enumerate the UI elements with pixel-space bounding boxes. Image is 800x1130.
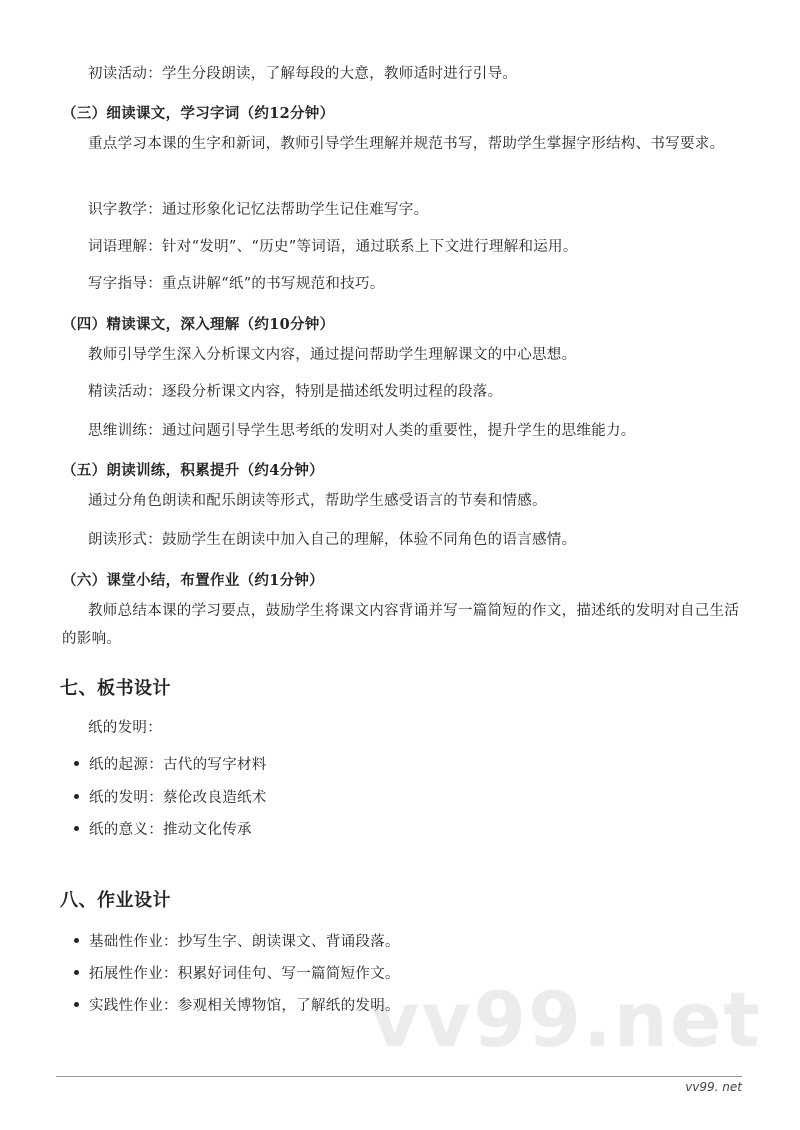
homework-item-text: 拓展性作业：积累好词佳句、写一篇简短作文。 [89, 966, 400, 982]
bullet-icon [74, 794, 79, 799]
homework-item [74, 992, 400, 1020]
board-item [74, 816, 252, 844]
footer-divider [56, 1076, 742, 1077]
section-6-title: （六）课堂小结，布置作业（约1分钟） [62, 572, 324, 589]
section-3-vocabulary: 词语理解：针对“发明”、“历史”等词语，通过联系上下文进行理解和运用。 [88, 239, 578, 255]
board-item [74, 751, 267, 779]
bullet-icon [74, 970, 79, 975]
homework-item-text: 实践性作业：参观相关博物馆，了解纸的发明。 [89, 998, 400, 1014]
homework-item [74, 928, 400, 956]
homework-item [74, 960, 400, 988]
bullet-icon [74, 1002, 79, 1007]
section-3-writing: 写字指导：重点讲解“纸”的书写规范和技巧。 [88, 276, 385, 292]
homework-item-text: 基础性作业：抄写生字、朗读课文、背诵段落。 [89, 934, 400, 950]
watermark: vv99.net [370, 975, 762, 1064]
section-3-title: （三）细读课文，学习字词（约12分钟） [62, 105, 335, 122]
homework-heading: 八、作业设计 [60, 890, 171, 911]
section-5-paragraph: 通过分角色朗读和配乐朗读等形式，帮助学生感受语言的节奏和情感。 [88, 493, 547, 509]
board-item-text: 纸的意义：推动文化传承 [89, 822, 252, 838]
section-3-literacy: 识字教学：通过形象化记忆法帮助学生记住难写字。 [88, 202, 429, 218]
bullet-icon [74, 826, 79, 831]
bullet-icon [74, 938, 79, 943]
paragraph-first-reading: 初读活动：学生分段朗读，了解每段的大意，教师适时进行引导。 [88, 66, 518, 82]
board-item [74, 784, 267, 812]
section-6-paragraph: 教师总结本课的学习要点，鼓励学生将课文内容背诵并写一篇简短的作文，描述纸的发明对自己生活的影响。 [62, 603, 740, 647]
board-design-heading: 七、板书设计 [60, 678, 171, 699]
section-4-close-reading: 精读活动：逐段分析课文内容，特别是描述纸发明过程的段落。 [88, 384, 503, 400]
section-3-paragraph: 重点学习本课的生字和新词，教师引导学生理解并规范书写，帮助学生掌握字形结构、书写要求。 [88, 136, 725, 152]
bullet-icon [74, 761, 79, 766]
section-4-title: （四）精读课文，深入理解（约10分钟） [62, 316, 335, 333]
footer-site: vv99. net [685, 1080, 742, 1094]
section-5-reading-form: 朗读形式：鼓励学生在朗读中加入自己的理解，体验不同角色的语言感情。 [88, 532, 577, 548]
board-item-text: 纸的发明：蔡伦改良造纸术 [89, 790, 267, 806]
board-intro: 纸的发明： [88, 720, 162, 736]
section-4-paragraph: 教师引导学生深入分析课文内容，通过提问帮助学生理解课文的中心思想。 [88, 347, 577, 363]
section-4-thinking: 思维训练：通过问题引导学生思考纸的发明对人类的重要性，提升学生的思维能力。 [88, 423, 636, 439]
section-5-title: （五）朗读训练，积累提升（约4分钟） [62, 462, 324, 479]
board-item-text: 纸的起源：古代的写字材料 [89, 757, 267, 773]
